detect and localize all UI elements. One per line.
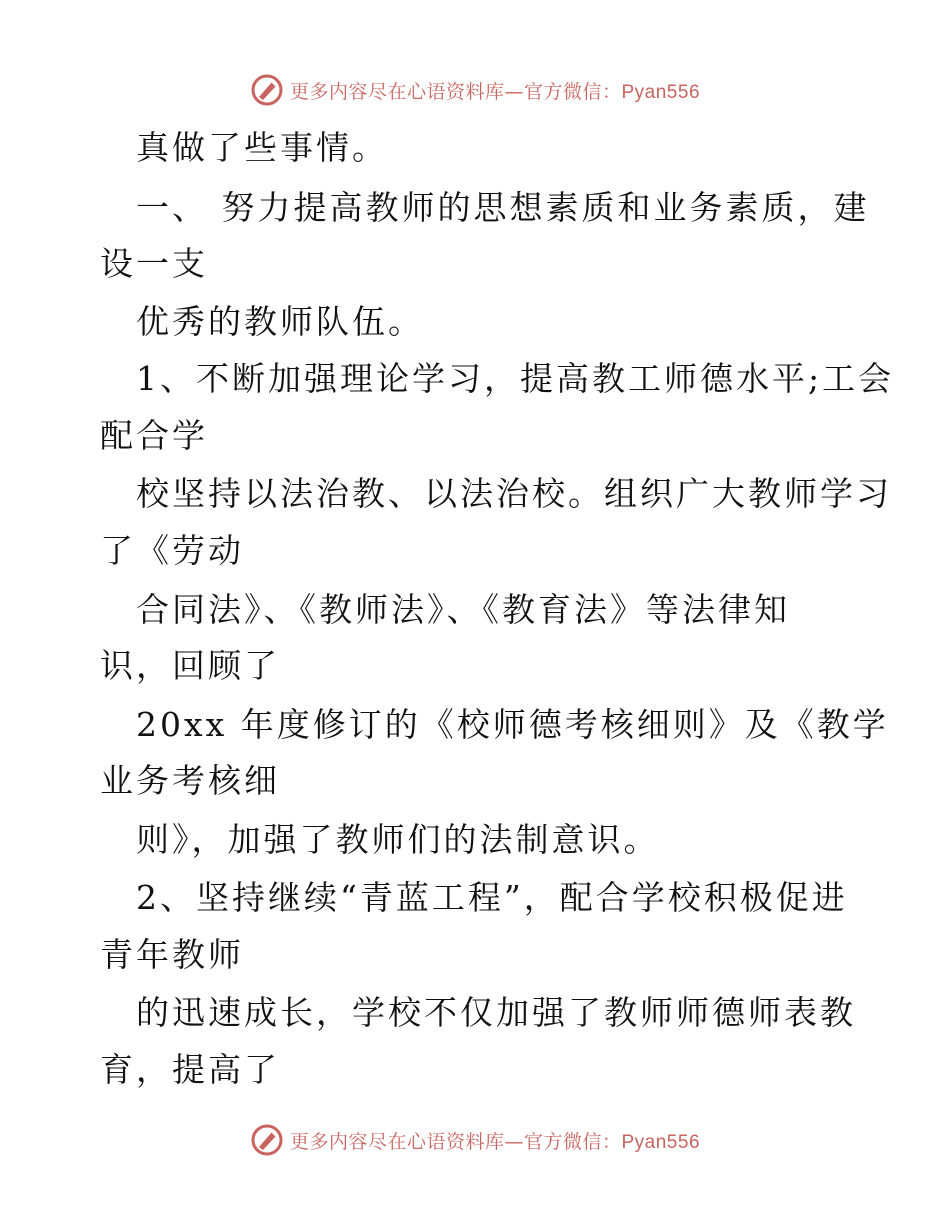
paragraph-line: 识，回顾了: [100, 646, 280, 685]
watermark-id: Pyan556: [621, 1131, 701, 1153]
paragraph-line: 青年教师: [100, 935, 244, 974]
paragraph-line: 设一支: [100, 244, 208, 283]
paragraph-line: 的迅速成长，学校不仅加强了教师师德师表教: [136, 993, 856, 1032]
pen-logo-icon: [250, 1123, 284, 1157]
paragraph-line: 合同法》、《教师法》、《教育法》等法律知: [136, 590, 790, 629]
paragraph-line: 优秀的教师队伍。: [136, 302, 424, 341]
watermark-text: 更多内容尽在心语资料库—官方微信：Pyan556: [289, 80, 701, 103]
watermark-text: 更多内容尽在心语资料库—官方微信：Pyan556: [289, 1130, 701, 1153]
paragraph-line: 校坚持以法治教、以法治校。组织广大教师学习: [136, 474, 892, 513]
paragraph-line: 业务考核细: [100, 761, 280, 800]
paragraph-line: 20xx 年度修订的《校师德考核细则》及《教学: [136, 705, 889, 744]
list-item-line: 2、坚持继续“青蓝工程”，配合学校积极促进: [136, 878, 848, 917]
list-item-line: 1、不断加强理论学习，提高教工师德水平;工会: [136, 359, 895, 398]
watermark-id: Pyan556: [621, 81, 701, 103]
section-heading-line: 一、 努力提高教师的思想素质和业务素质，建: [136, 188, 870, 227]
paragraph-line: 真做了些事情。: [136, 128, 388, 167]
paragraph-line: 则》，加强了教师们的法制意识。: [136, 820, 660, 859]
paragraph-line: 配合学: [100, 416, 208, 455]
paragraph-line: 了《劳动: [100, 531, 244, 570]
paragraph-line: 育，提高了: [100, 1050, 280, 1089]
footer-watermark: [0, 1120, 950, 1160]
